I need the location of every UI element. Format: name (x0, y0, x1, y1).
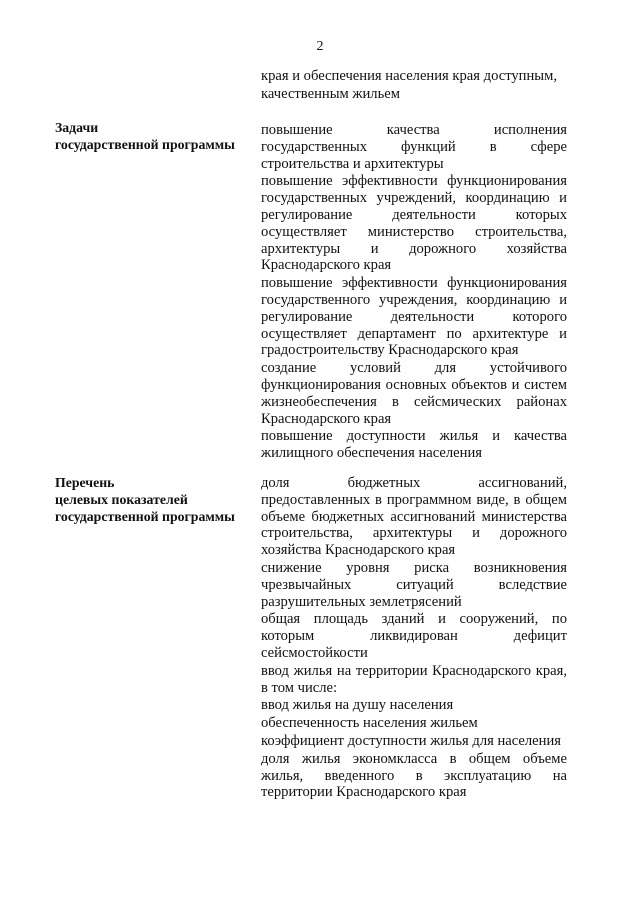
task-item: создание условий для устойчивого функционирования основных объектов и систем жизнеобеспечения в сейсмических районах Краснодарского края (261, 360, 567, 427)
indicator-item: доля бюджетных ассигнований, предоставленных в программном виде, в общем объеме бюджетных ассигнований министерства строительства, архитектуры и дорожного хозяйства Краснодарского края (261, 475, 567, 559)
indicators-list (261, 475, 567, 802)
continuation-line: края и обеспечения населения края доступным, (261, 68, 557, 84)
indicator-item: обеспеченность населения жильем (261, 715, 478, 732)
indicators-label-line: Перечень (55, 475, 115, 490)
continuation-line: качественным жильем (261, 86, 400, 102)
indicator-item: коэффициент доступности жилья для населения (261, 732, 561, 749)
page-number: 2 (316, 39, 324, 54)
indicators-label-line: государственной программы (55, 509, 235, 525)
task-item: повышение доступности жилья и качества жилищного обеспечения населения (261, 428, 567, 462)
tasks-label-line: государственной программы (55, 137, 235, 153)
tasks-label (55, 119, 255, 153)
task-item: повышение эффективности функционирования государственного учреждения, координацию и регулирование деятельности которого осуществляет департамент по архитектуре и градостроительству Краснодарского края (261, 275, 567, 359)
continuation-text (261, 67, 567, 103)
indicator-item: ввод жилья на душу населения (261, 697, 454, 714)
indicators-label (55, 474, 255, 526)
task-item: повышение качества исполнения государственных функций в сфере строительства и архитектуры (261, 122, 567, 172)
indicators-label-line: целевых показателей (55, 492, 188, 508)
indicator-item: общая площадь зданий и сооружений, по которым ликвидирован дефицит сейсмостойкости (261, 611, 567, 661)
task-item: повышение эффективности функционирования государственных учреждений, координацию и регулирование деятельности которых осуществляет министерство строительства, архитектуры и дорожного хозяйства Краснодарского края (261, 173, 567, 274)
indicator-item: ввод жилья на территории Краснодарского края, в том числе: (261, 662, 567, 696)
indicator-item: снижение уровня риска возникновения чрезвычайных ситуаций вследствие разрушительных землетрясений (261, 559, 567, 610)
indicator-item: доля жилья экономкласса в общем объеме жилья, введенного в эксплуатацию на территории Краснодарского края (261, 750, 567, 801)
tasks-list (261, 122, 567, 463)
tasks-label-line: Задачи (55, 120, 99, 135)
